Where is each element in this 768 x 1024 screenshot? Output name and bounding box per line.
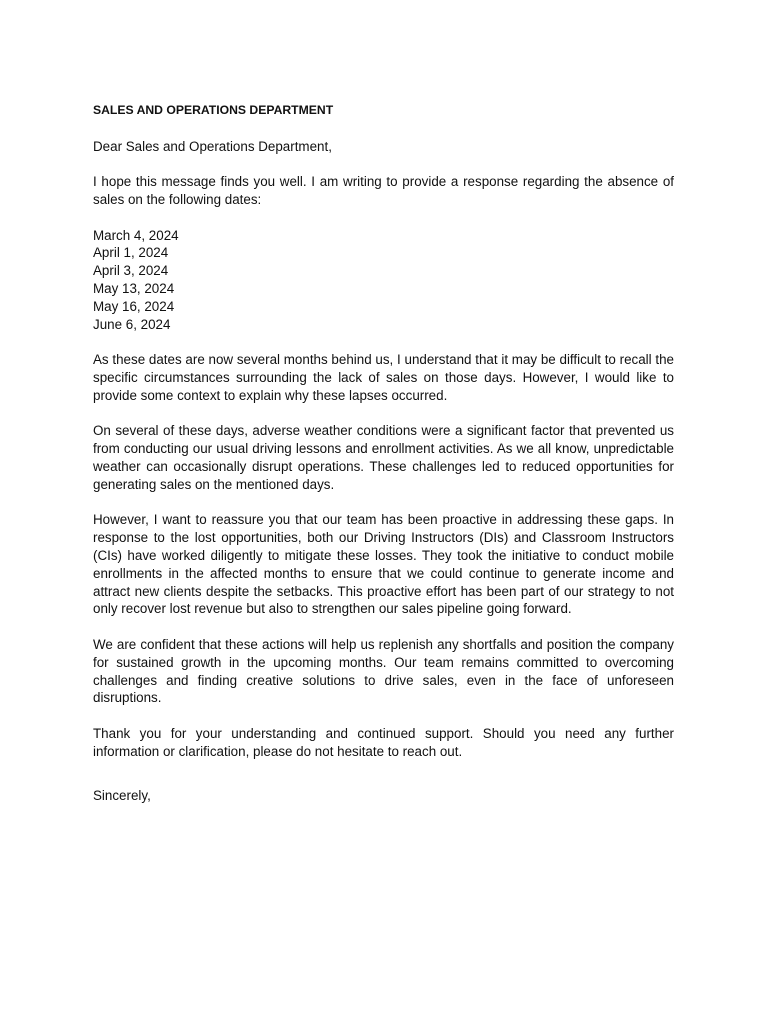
body-paragraph-confidence: We are confident that these actions will help us replenish any shortfalls and position the company for sustained growth in the upcoming months. Our team remains committed to overcoming challenges and finding creative solutions to drive sales, even in the face of unforeseen disruptions. [93,636,674,706]
date-item: June 6, 2024 [93,316,171,332]
date-item: May 16, 2024 [93,298,175,314]
salutation: Dear Sales and Operations Department, [93,138,332,154]
intro-paragraph: I hope this message finds you well. I am writing to provide a response regarding the absence of sales on the following dates: [93,174,674,207]
date-list [93,227,674,334]
date-item: March 4, 2024 [93,227,179,243]
body-paragraph-thanks: Thank you for your understanding and continued support. Should you need any further information or clarification, please do not hesitate to reach out. [93,725,674,759]
letter-heading: SALES AND OPERATIONS DEPARTMENT [93,103,334,117]
closing: Sincerely, [93,788,151,804]
letter-page [93,102,674,805]
date-item: May 13, 2024 [93,280,175,296]
body-paragraph-response: However, I want to reassure you that our team has been proactive in addressing these gaps. In response to the lost opportunities, both our Driving Instructors (DIs) and Classroom Instructors (CIs) have worked diligently to mitigate these losses. They took the initiative to conduct mobile enrollments in the affected months to ensure that we could continue to generate income and attract new clients despite the setbacks. This proactive effort has been part of our strategy to not only recover lost revenue but also to strengthen our sales pipeline going forward. [93,512,674,617]
body-paragraph-weather: On several of these days, adverse weather conditions were a significant factor that prevented us from conducting our usual driving lessons and enrollment activities. As we all know, unpredictable weather can occasionally disrupt operations. These challenges led to reduced opportunities for generating sales on the mentioned days. [93,423,674,492]
date-item: April 1, 2024 [93,245,169,261]
body-paragraph-context: As these dates are now several months behind us, I understand that it may be difficult to recall the specific circumstances surrounding the lack of sales on those days. However, I would like to provide some context to explain why these lapses occurred. [93,352,674,403]
date-item: April 3, 2024 [93,263,169,279]
